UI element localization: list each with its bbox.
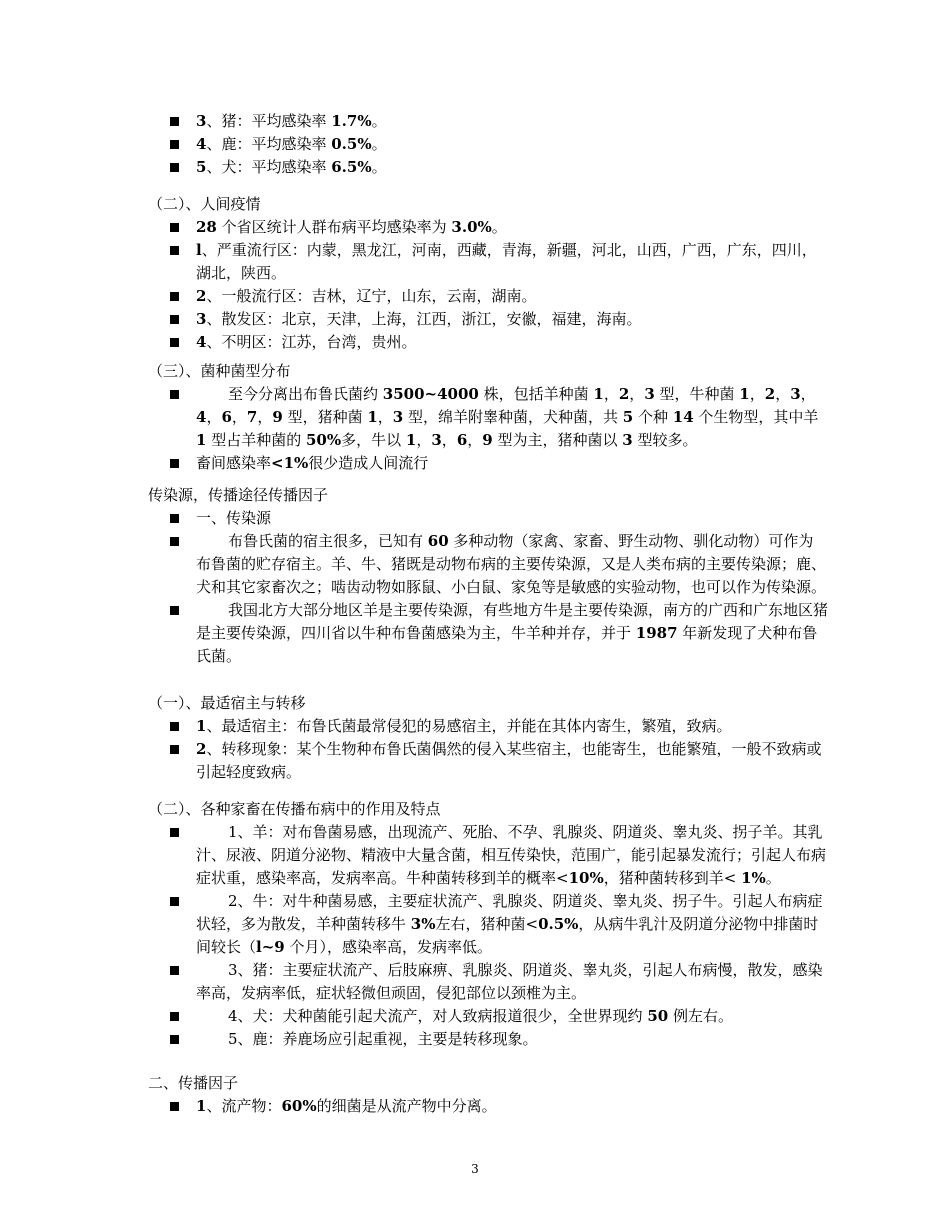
list-item: 畜间感染率<1%很少造成人间流行 — [148, 452, 828, 475]
square-bullet-icon — [170, 606, 179, 615]
square-bullet-icon — [170, 1012, 179, 1021]
list-item: 5、鹿：养鹿场应引起重视，主要是转移现象。 — [148, 1028, 828, 1051]
list-item: 2、转移现象：某个生物种布鲁氏菌偶然的侵入某些宿主，也能寄生，也能繁殖，一般不致病或引起轻度致病。 — [148, 738, 828, 784]
section-heading-host: （一）、最适宿主与转移 — [148, 694, 306, 712]
square-bullet-icon — [170, 966, 179, 975]
square-bullet-icon — [170, 537, 179, 546]
page-number: 3 — [471, 1162, 479, 1176]
list-item: 4、不明区：江苏，台湾，贵州。 — [148, 331, 828, 354]
section-heading-factor: 二、传播因子 — [148, 1074, 239, 1092]
list-item: 1、最适宿主：布鲁氏菌最常侵犯的易感宿主，并能在其体内寄生，繁殖，致病。 — [148, 715, 828, 738]
host-list — [148, 715, 828, 784]
square-bullet-icon — [170, 897, 179, 906]
roles-list — [148, 821, 828, 1051]
square-bullet-icon — [170, 745, 179, 754]
square-bullet-icon — [170, 390, 179, 399]
square-bullet-icon — [170, 292, 179, 301]
square-bullet-icon — [170, 1035, 179, 1044]
square-bullet-icon — [170, 1102, 179, 1111]
list-item: 2、一般流行区：吉林，辽宁，山东，云南，湖南。 — [148, 285, 828, 308]
square-bullet-icon — [170, 722, 179, 731]
list-item: 3、猪：平均感染率 1.7%。 — [148, 110, 828, 133]
list-item: 1、流产物：60%的细菌是从流产物中分离。 — [148, 1095, 828, 1118]
section-heading-strain: （三）、菌种菌型分布 — [148, 362, 291, 380]
source-list — [148, 507, 828, 668]
square-bullet-icon — [170, 315, 179, 324]
list-item: 5、犬：平均感染率 6.5%。 — [148, 156, 828, 179]
section-heading-source: 传染源，传播途径传播因子 — [148, 486, 329, 504]
section-heading-roles: （二）、各种家畜在传播布病中的作用及特点 — [148, 800, 441, 818]
section-heading-human: （二）、人间疫情 — [148, 195, 261, 213]
animal-list — [148, 110, 828, 179]
list-item: 布鲁氏菌的宿主很多，已知有 60 多种动物（家禽、家畜、野生动物、驯化动物）可作为布鲁菌的贮存宿主。羊、牛、猪既是动物布病的主要传染源，又是人类布病的主要传染源；鹿、犬和其它家畜次之；啮齿动物如豚鼠、小白鼠、家兔等是敏感的实验动物，也可以作为传染源。 — [148, 530, 828, 599]
square-bullet-icon — [170, 140, 179, 149]
list-item: 至今分离出布鲁氏菌约 3500~4000 株，包括羊种菌 1，2，3 型，牛种菌 1，2，3，4，6，7，9 型，猪种菌 1，3 型，绵羊附睾种菌，犬种菌，共 5 个种 14 个生物型，其中羊 1 型占羊种菌的 50%多，牛以 1，3，6，9 型为主，猪种菌以 3 型较多。 — [148, 383, 828, 452]
strain-list — [148, 383, 828, 475]
square-bullet-icon — [170, 514, 179, 523]
factor-list — [148, 1095, 828, 1118]
human-list — [148, 216, 828, 354]
list-item: 4、鹿：平均感染率 0.5%。 — [148, 133, 828, 156]
list-item: 3、散发区：北京，天津，上海，江西，浙江，安徽，福建，海南。 — [148, 308, 828, 331]
list-item: 一、传染源 — [148, 507, 828, 530]
list-item: 2、牛：对牛种菌易感，主要症状流产、乳腺炎、阴道炎、睾丸炎、拐子牛。引起人布病症状轻，多为散发，羊种菌转移牛 3%左右，猪种菌<0.5%，从病牛乳汁及阴道分泌物中排菌时间较长（l~9 个月），感染率高，发病率低。 — [148, 890, 828, 959]
list-item: 4、犬：犬种菌能引起犬流产，对人致病报道很少，全世界现约 50 例左右。 — [148, 1005, 828, 1028]
list-item: 我国北方大部分地区羊是主要传染源，有些地方牛是主要传染源，南方的广西和广东地区猪是主要传染源，四川省以牛种布鲁菌感染为主，牛羊种并存，并于 1987 年新发现了犬种布鲁氏菌。 — [148, 599, 828, 668]
square-bullet-icon — [170, 163, 179, 172]
square-bullet-icon — [170, 338, 179, 347]
square-bullet-icon — [170, 828, 179, 837]
square-bullet-icon — [170, 223, 179, 232]
list-item: l、严重流行区：内蒙，黑龙江，河南，西藏，青海，新疆，河北，山西，广西，广东，四川，湖北，陕西。 — [148, 239, 828, 285]
list-item: 3、猪：主要症状流产、后肢麻痹、乳腺炎、阴道炎、睾丸炎，引起人布病慢，散发，感染率高，发病率低，症状轻微但顽固，侵犯部位以颈椎为主。 — [148, 959, 828, 1005]
square-bullet-icon — [170, 246, 179, 255]
list-item: 1、羊：对布鲁菌易感，出现流产、死胎、不孕、乳腺炎、阴道炎、睾丸炎、拐子羊。其乳汁、尿液、阴道分泌物、精液中大量含菌，相互传染快，范围广，能引起暴发流行；引起人布病症状重，感染率高，发病率高。牛种菌转移到羊的概率<10%，猪种菌转移到羊< 1%。 — [148, 821, 828, 890]
square-bullet-icon — [170, 459, 179, 468]
square-bullet-icon — [170, 117, 179, 126]
list-item: 28 个省区统计人群布病平均感染率为 3.0%。 — [148, 216, 828, 239]
